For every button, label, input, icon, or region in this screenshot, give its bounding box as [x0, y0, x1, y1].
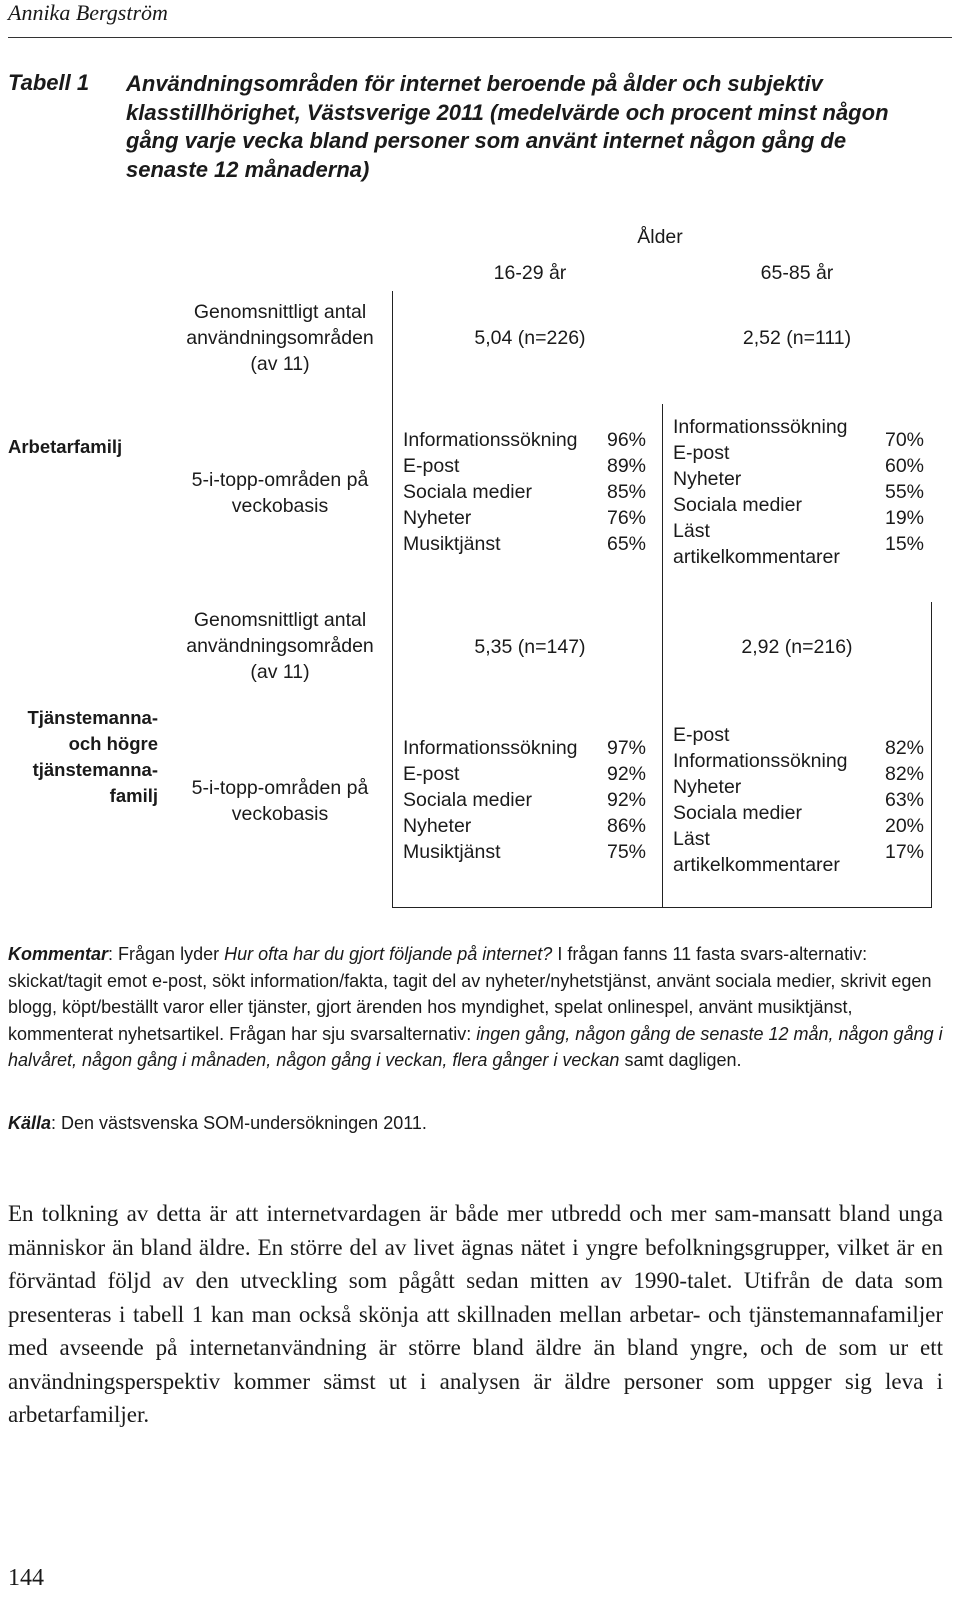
list-value: 92% [606, 789, 646, 811]
group-label-arbetarfamilj: Arbetarfamilj [8, 436, 123, 457]
list-value: 82% [884, 737, 924, 759]
table-caption-label: Tabell 1 [8, 70, 90, 95]
list-item: E-post [673, 724, 730, 746]
list-item: Musiktjänst [403, 533, 501, 555]
page-number: 144 [8, 1565, 44, 1591]
top5-values-g1-old [864, 427, 924, 557]
list-value: 86% [606, 815, 646, 837]
col-header-65-85: 65-85 år [760, 262, 834, 284]
avg-value-g1-old: 2,52 (n=111) [742, 327, 852, 349]
top5-label-g1: 5-i-topp-områden på veckobasis [191, 469, 369, 517]
avg-value-g2-young: 5,35 (n=147) [474, 636, 586, 658]
list-value: 85% [606, 481, 646, 503]
avg-value-g2-old: 2,92 (n=216) [741, 636, 853, 658]
list-item: E-post [673, 442, 730, 464]
table-vline-middle [662, 404, 663, 908]
list-value: 75% [606, 841, 646, 863]
source-label: Källa [8, 1113, 52, 1133]
top5-items-g1-young [403, 427, 603, 557]
top5-values-g2-young [586, 735, 646, 865]
list-value: 17% [884, 841, 924, 863]
list-value: 96% [606, 429, 646, 451]
list-value: 60% [884, 455, 924, 477]
avg-label-g2: Genomsnittligt antal användningsområden (av 11) [186, 609, 374, 683]
top5-label-g2: 5-i-topp-områden på veckobasis [191, 777, 369, 825]
list-value: 82% [884, 763, 924, 785]
list-value: 65% [606, 533, 646, 555]
top5-values-g1-young [586, 427, 646, 557]
table-comment: Kommentar: Frågan lyder Hur ofta har du gjort följande på internet? I frågan fanns 11 fasta svars-alternativ: skickat/tagit emot e-post, sökt information/fakta, tagit del av nyheter/nyhetstjänst, använt sociala medier, skrivit egen blogg, köpt/beställt varor eller tjänster, gjort ärenden hos myndighet, spelat onlinespel, använt musiktjänst, kommenterat nyhetsartikel. Frågan har sju svarsalternativ: ingen gång, någon gång de senaste 12 mån, någon gång i halvåret, någon gång i månaden, någon gång i veckan, flera gånger i veckan samt dagligen. [8, 944, 943, 1070]
list-item: Informationssökning [403, 737, 578, 759]
list-value: 92% [606, 763, 646, 785]
list-item: Musiktjänst [403, 841, 501, 863]
top5-values-g2-old [864, 735, 924, 865]
list-value: 97% [606, 737, 646, 759]
body-paragraph: En tolkning av detta är att internetvardagen är både mer utbredd och mer sam-mansatt bland unga människor än bland äldre. En större del av livet ägnas nätet i yngre befolkningsgrupper, vilket är en förväntad följd av den utveckling som pågått sedan mitten av 1990-talet. Utifrån de data som presenteras i tabell 1 kan man också skönja att skillnaden mellan arbetar- och tjänstemannafamiljer med avseende på internetanvändning är större bland äldre än bland yngre, och de som ur ett användningsperspektiv kommer sämst ut i analysen är äldre personer som uppger sig leva i arbetarfamiljer. [8, 1201, 943, 1427]
table-caption-text: Användningsområden för internet beroende på ålder och subjektiv klasstillhörighet, Västsverige 2011 (medelvärde och procent minst någon gång varje vecka bland personer som använt internet någon gång de senaste 12 månaderna) [126, 71, 889, 182]
list-item: Informationssökning [403, 429, 578, 451]
list-item: Nyheter [403, 815, 472, 837]
table-vline-right [931, 602, 932, 908]
group-label-tjanstemannafamilj: Tjänstemanna- och högre tjänstemanna- familj [27, 707, 158, 806]
list-item: Sociala medier [403, 789, 532, 811]
list-item: Informationssökning [673, 750, 848, 772]
table-hline-bottom [392, 907, 932, 908]
list-item: Läst [673, 520, 710, 542]
list-item: Nyheter [403, 507, 472, 529]
list-item: Sociala medier [403, 481, 532, 503]
age-header: Ålder [637, 226, 683, 248]
comment-options: ingen gång, någon gång de senaste 12 mån, någon gång i halvåret, någon gång i månaden, någon gång i veckan, flera gånger i veckan [8, 1023, 943, 1070]
avg-value-g1-young: 5,04 (n=226) [474, 327, 586, 349]
list-value: 20% [884, 815, 924, 837]
table-source: Källa: Den västsvenska SOM-undersökningen 2011. [8, 1113, 427, 1133]
comment-label: Kommentar [8, 944, 109, 964]
list-value: 19% [884, 507, 924, 529]
list-item: Sociala medier [673, 494, 802, 516]
list-item: E-post [403, 763, 460, 785]
table-vline-left [392, 291, 393, 908]
running-header-author: Annika Bergström [8, 0, 168, 25]
list-item: artikelkommentarer [673, 854, 840, 876]
list-value: 89% [606, 455, 646, 477]
list-item: Läst [673, 828, 710, 850]
top5-items-g2-young [403, 735, 603, 865]
list-item: Nyheter [673, 776, 742, 798]
list-item: E-post [403, 455, 460, 477]
list-value: 76% [606, 507, 646, 529]
col-header-16-29: 16-29 år [493, 262, 567, 284]
avg-label-g1: Genomsnittligt antal användningsområden (av 11) [186, 301, 374, 375]
list-value: 63% [884, 789, 924, 811]
top5-items-g2-old [673, 722, 873, 878]
comment-question: Hur ofta har du gjort följande på internet? [224, 944, 553, 964]
header-rule [8, 37, 952, 38]
list-item: Informationssökning [673, 416, 848, 438]
list-item: artikelkommentarer [673, 546, 840, 568]
list-value: 70% [884, 429, 924, 451]
list-item: Sociala medier [673, 802, 802, 824]
list-value: 15% [884, 533, 924, 555]
top5-items-g1-old [673, 414, 873, 570]
list-value: 55% [884, 481, 924, 503]
list-item: Nyheter [673, 468, 742, 490]
